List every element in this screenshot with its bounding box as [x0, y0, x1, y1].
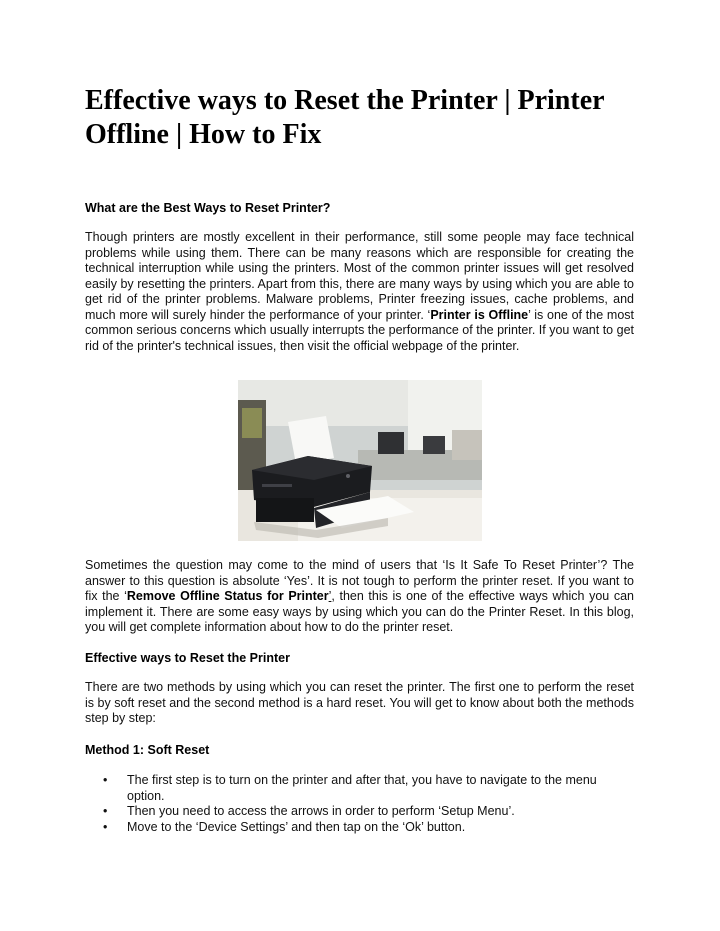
bullet-icon: • — [103, 773, 108, 787]
methods-paragraph: There are two methods by using which you can reset the printer. The first one to perform the reset is by soft reset and the second method is a hard reset. You will get to know about both the methods step by step: — [85, 680, 634, 725]
reset-text-end: , then this is one of the effective ways which you can implement it. There are some easy ways by using which you can do the Printer Reset. In this blog, you will get complete information about how to do the printer reset. — [85, 589, 634, 634]
intro-text-end: ’ is one of the most common serious concerns which usually interrupts the performance of the printer. If you want to get rid of the printer's technical issues, then visit the official webpage of the printer. — [85, 307, 634, 353]
printer-photo — [238, 380, 482, 541]
intro-paragraph — [85, 230, 634, 354]
intro-text-start: Though printers are mostly excellent in their performance, still some people may face technical problems while using them. There can be many reasons which are responsible for creating the technical interruption while using the printers. Most of the common printer issues will get resolved easily by resetting the printers. Apart from this, there are many ways by using which you are able to get rid of the printer problems. Malware problems, Printer freezing issues, cache problems, and much more will surely hinder the performance of your printer. ‘ — [85, 230, 634, 322]
list-item — [85, 804, 634, 820]
soft-reset-steps — [85, 773, 634, 835]
method-1-heading: Method 1: Soft Reset — [85, 743, 210, 757]
printer-offline-bold: Printer is Offline — [430, 307, 529, 322]
step-text: The first step is to turn on the printer and after that, you have to navigate to the menu option. — [127, 773, 597, 803]
closing-quote-underlined: ’ — [328, 589, 332, 603]
list-item — [85, 773, 634, 804]
reset-safety-paragraph — [85, 558, 634, 636]
remove-offline-status-bold: Remove Offline Status for Printer — [126, 589, 329, 603]
bullet-icon: • — [103, 804, 108, 818]
reset-text-start: Sometimes the question may come to the mind of users that ‘Is It Safe To Reset Printer’? The answer to this question is absolute ‘Yes’. It is not tough to perform the printer reset. If you want to fix the ‘ — [85, 558, 634, 603]
bullet-icon: • — [103, 819, 108, 834]
step-text: Then you need to access the arrows in order to perform ‘Setup Menu’. — [127, 804, 515, 818]
section-heading-effective-ways: Effective ways to Reset the Printer — [85, 651, 290, 665]
page-title: Effective ways to Reset the Printer | Printer Offline | How to Fix — [85, 85, 605, 150]
section-heading-best-ways: What are the Best Ways to Reset Printer? — [85, 201, 331, 215]
list-item — [85, 820, 634, 836]
step-text: Move to the ‘Device Settings’ and then tap on the ‘Ok’ button. — [127, 819, 466, 834]
